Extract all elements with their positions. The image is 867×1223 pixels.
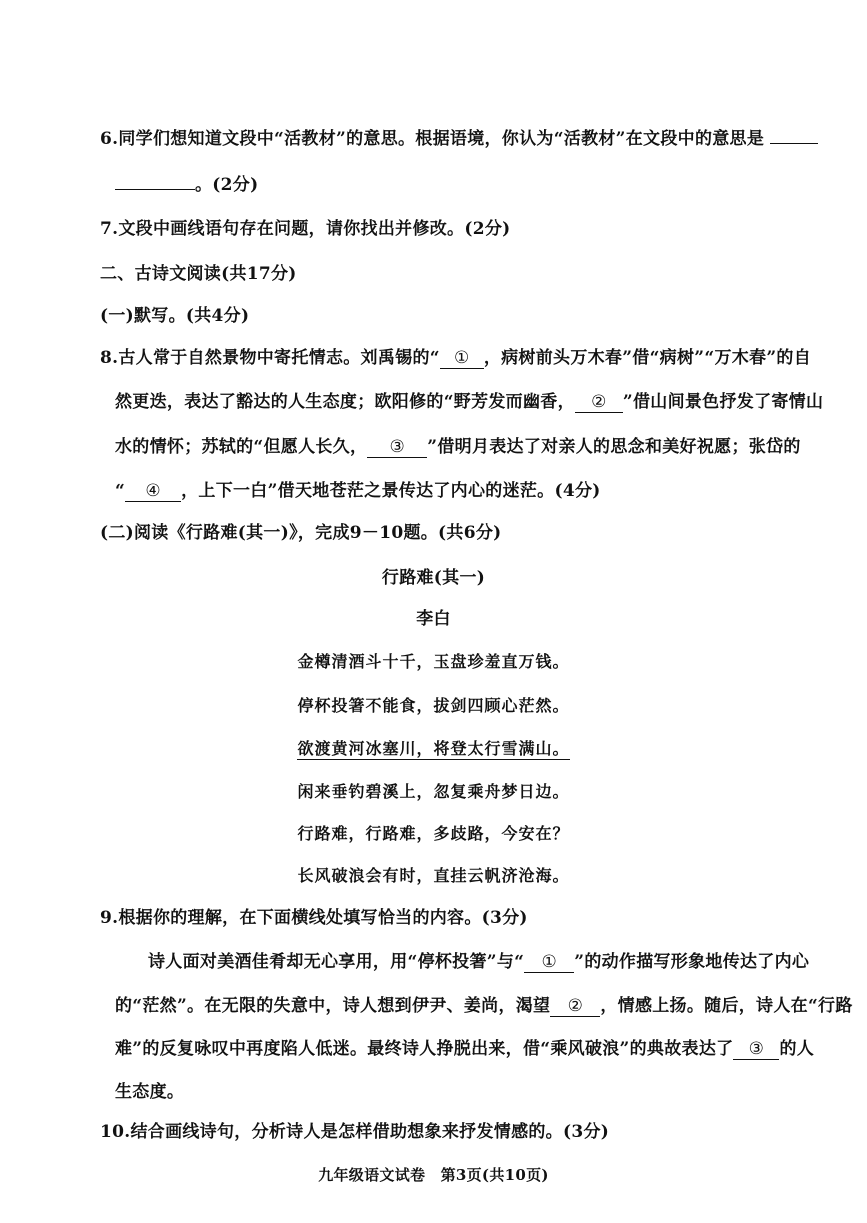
question-9-text: ”的动作描写形象地传达了内心 — [574, 952, 810, 972]
question-8-line-2 — [115, 390, 823, 414]
question-6-text: 6.同学们想知道文段中“活教材”的意思。根据语境，你认为“活教材”在文段中的意思是 — [100, 129, 765, 149]
poem-line: 闲来垂钓碧溪上，忽复乘舟梦日边。 — [297, 782, 570, 801]
question-9-line-2 — [115, 994, 853, 1018]
question-9-text: 的人 — [779, 1039, 815, 1059]
answer-blank-2[interactable]: ② — [575, 392, 623, 413]
question-9-text: 的“茫然”。在无限的失意中，诗人想到伊尹、姜尚，渴望 — [115, 996, 551, 1016]
poem-title: 行路难(其一) — [381, 568, 486, 588]
part-2-title: (二)阅读《行路难(其一)》，完成9－10题。(共6分) — [100, 523, 502, 543]
question-10-title: 10.结合画线诗句，分析诗人是怎样借助想象来抒发情感的。(3分) — [100, 1122, 610, 1142]
question-9-line-3 — [115, 1037, 814, 1061]
underlined-verse: 欲渡黄河冰塞川，将登太行雪满山。 — [297, 739, 570, 758]
question-8-text: ”借山间景色抒发了寄情山 — [622, 392, 824, 412]
question-8-text: ，病树前头万木春”借“病树”“万木春”的自 — [483, 348, 812, 368]
question-8-line-4 — [115, 479, 601, 503]
question-9-line-4: 生态度。 — [115, 1082, 185, 1102]
page-footer: 九年级语文试卷 第3页(共10页) — [318, 1166, 549, 1184]
answer-blank-1[interactable]: ① — [440, 348, 484, 369]
question-9-line-1 — [148, 950, 809, 974]
question-9-text: 诗人面对美酒佳肴却无心享用，用“停杯投箸”与“ — [148, 952, 525, 972]
section-2-title: 二、古诗文阅读(共17分) — [100, 264, 297, 284]
question-6 — [100, 127, 818, 151]
poem-line: 行路难，行路难，多歧路，今安在？ — [297, 824, 570, 843]
answer-blank[interactable] — [115, 189, 195, 190]
answer-blank-3[interactable]: ③ — [367, 437, 427, 458]
answer-blank-3[interactable]: ③ — [733, 1039, 779, 1060]
answer-blank-1[interactable]: ① — [524, 952, 574, 973]
answer-blank-2[interactable]: ② — [550, 996, 600, 1017]
question-9-title: 9.根据你的理解，在下面横线处填写恰当的内容。(3分) — [100, 908, 528, 928]
question-9-text: 难”的反复咏叹中再度陷人低迷。最终诗人挣脱出来，借“乘风破浪”的典故表达了 — [115, 1039, 734, 1059]
poem-line: 停杯投箸不能食，拔剑四顾心茫然。 — [297, 696, 570, 715]
question-8-text: 然更迭，表达了豁达的人生态度；欧阳修的“野芳发而幽香， — [115, 392, 575, 412]
part-1-title: (一)默写。(共4分) — [100, 306, 250, 326]
poem-line: 金樽清酒斗十千，玉盘珍羞直万钱。 — [297, 652, 570, 671]
question-8-line-1 — [100, 346, 811, 370]
question-7: 7.文段中画线语句存在问题，请你找出并修改。(2分) — [100, 219, 511, 239]
question-9-text: ，情感上扬。随后，诗人在“行路 — [600, 996, 853, 1016]
question-8-line-3 — [115, 435, 801, 459]
question-6-tail: 。(2分) — [195, 175, 259, 195]
poem-author: 李白 — [416, 609, 451, 629]
answer-blank-4[interactable]: ④ — [125, 481, 181, 502]
question-8-text: 水的情怀；苏轼的“但愿人长久， — [115, 437, 368, 457]
answer-blank[interactable] — [770, 143, 818, 144]
question-8-text: ”借明月表达了对亲人的思念和美好祝愿；张岱的 — [427, 437, 801, 457]
question-8-text: “ — [115, 481, 126, 501]
question-8-text: 8.古人常于自然景物中寄托情志。刘禹锡的“ — [100, 348, 440, 368]
question-8-text: ，上下一白”借天地苍茫之景传达了内心的迷茫。(4分) — [181, 481, 601, 501]
question-6-cont — [115, 173, 258, 197]
poem-line-underlined — [0, 737, 867, 761]
poem-line: 长风破浪会有时，直挂云帆济沧海。 — [297, 866, 570, 885]
